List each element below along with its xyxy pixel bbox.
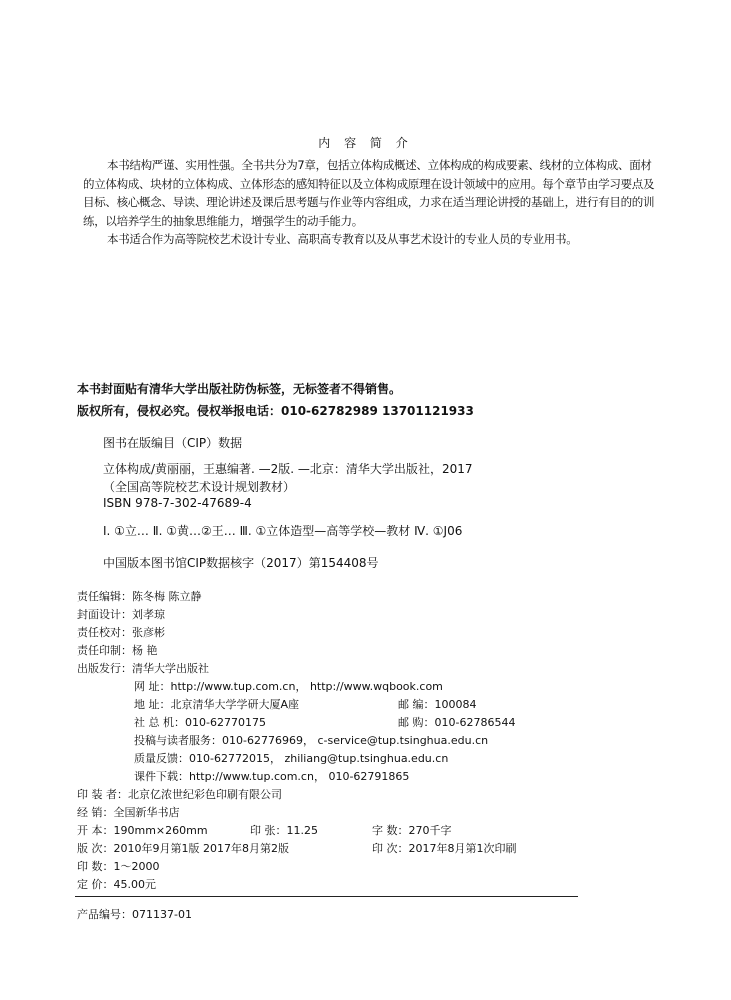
credit-editors-label: 责任编辑： [77, 590, 132, 603]
contact-courseware-label: 课件下载： [134, 770, 189, 783]
spec-price-label: 定 价： [77, 878, 114, 891]
copyright-notice: 版权所有，侵权必究。侵权举报电话：010-62782989 13701121933 [77, 404, 474, 418]
contact-address [134, 696, 299, 712]
credit-proof-label: 责任校对： [77, 626, 132, 639]
credit-editors-value: 陈冬梅 陈立静 [132, 590, 202, 603]
contact-service [134, 732, 488, 748]
spec-words-value: 270千字 [408, 824, 452, 837]
spec-sheets [250, 822, 318, 838]
spec-words [372, 822, 452, 838]
contact-quality-value: 010-62772015， zhiliang@tup.tsinghua.edu.cn [189, 752, 449, 765]
contact-mail-order-label: 邮 购： [398, 716, 435, 729]
contact-web-label: 网 址： [134, 680, 171, 693]
contact-courseware [134, 768, 409, 784]
spec-edition [77, 840, 289, 856]
spec-distributor-value: 全国新华书店 [113, 806, 180, 819]
cip-heading: 图书在版编目（CIP）数据 [103, 436, 243, 450]
intro-paragraph-2: 本书适合作为高等院校艺术设计专业、高职高专教育以及从事艺术设计的专业人员的专业用书。 [107, 232, 578, 246]
credit-publisher [77, 660, 209, 676]
product-number-value: 071137-01 [132, 908, 192, 921]
cip-isbn: ISBN 978-7-302-47689-4 [103, 496, 252, 510]
spec-price-value: 45.00元 [113, 878, 156, 891]
spec-edition-label: 版 次： [77, 842, 114, 855]
intro-text [83, 156, 661, 249]
cip-line-1: 立体构成/黄丽丽，王惠编著. —2版. —北京：清华大学出版社，2017 [103, 462, 473, 476]
spec-impression [372, 840, 517, 856]
divider-rule [75, 896, 578, 897]
credit-print-value: 杨 艳 [132, 644, 158, 657]
spec-printer-label: 印 装 者： [77, 788, 128, 801]
contact-web-value: http://www.tup.com.cn， http://www.wqbook.com [170, 680, 443, 693]
spec-distributor [77, 804, 180, 820]
contact-switchboard [134, 714, 266, 730]
cip-classification: Ⅰ. ①立… Ⅱ. ①黄…②王… Ⅲ. ①立体造型—高等学校—教材 Ⅳ. ①J06 [103, 524, 463, 538]
credit-cover [77, 606, 165, 622]
contact-zip [398, 696, 477, 712]
contact-quality-label: 质量反馈： [134, 752, 189, 765]
section-title: 内 容 简 介 [318, 136, 413, 150]
spec-edition-value: 2010年9月第1版 2017年8月第2版 [113, 842, 289, 855]
spec-sheets-value: 11.25 [286, 824, 318, 837]
cip-core-number: 中国版本图书馆CIP数据核字（2017）第154408号 [103, 556, 379, 570]
contact-quality [134, 750, 448, 766]
contact-switchboard-value: 010-62770175 [185, 716, 266, 729]
credit-editors [77, 588, 202, 604]
credit-proof [77, 624, 165, 640]
spec-printer [77, 786, 282, 802]
spec-price [77, 876, 156, 892]
intro-paragraph-1: 本书结构严谨、实用性强。全书共分为7章，包括立体构成概述、立体构成的构成要素、线材的立体构成、面材的立体构成、块材的立体构成、立体形态的感知特征以及立体构成原理在设计领域中的应用。每个章节由学习要点及目标、核心概念、导读、理论讲述及课后思考题与作业等内容组成，力求在适当理论讲授的基础上，进行有目的的训练，以培养学生的抽象思维能力，增强学生的动手能力。 [83, 158, 655, 228]
credit-publisher-value: 清华大学出版社 [132, 662, 209, 675]
spec-copies-label: 印 数： [77, 860, 114, 873]
spec-format-value: 190mm×260mm [113, 824, 208, 837]
contact-address-label: 地 址： [134, 698, 171, 711]
spec-format-label: 开 本： [77, 824, 114, 837]
product-number [77, 906, 192, 922]
contact-web [134, 678, 443, 694]
anti-counterfeit-notice: 本书封面贴有清华大学出版社防伪标签，无标签者不得销售。 [77, 382, 402, 396]
contact-zip-value: 100084 [434, 698, 477, 711]
contact-mail-order-value: 010-62786544 [434, 716, 516, 729]
spec-sheets-label: 印 张： [250, 824, 287, 837]
spec-words-label: 字 数： [372, 824, 409, 837]
contact-mail-order [398, 714, 515, 730]
credit-publisher-label: 出版发行： [77, 662, 132, 675]
contact-switchboard-label: 社 总 机： [134, 716, 185, 729]
spec-copies [77, 858, 160, 874]
spec-format [77, 822, 208, 838]
product-number-label: 产品编号： [77, 908, 132, 921]
spec-distributor-label: 经 销： [77, 806, 114, 819]
credit-cover-label: 封面设计： [77, 608, 132, 621]
credit-cover-value: 刘孝琼 [132, 608, 165, 621]
cip-line-2: （全国高等院校艺术设计规划教材） [103, 480, 296, 494]
credit-print-label: 责任印制： [77, 644, 132, 657]
contact-service-value: 010-62776969， c-service@tup.tsinghua.edu.cn [222, 734, 489, 747]
spec-impression-label: 印 次： [372, 842, 409, 855]
spec-copies-value: 1～2000 [113, 860, 160, 873]
contact-service-label: 投稿与读者服务： [134, 734, 222, 747]
spec-impression-value: 2017年8月第1次印刷 [408, 842, 517, 855]
contact-courseware-value: http://www.tup.com.cn， 010-62791865 [189, 770, 410, 783]
credit-proof-value: 张彦彬 [132, 626, 165, 639]
contact-address-value: 北京清华大学学研大厦A座 [170, 698, 300, 711]
credit-print [77, 642, 158, 658]
spec-printer-value: 北京亿浓世纪彩色印刷有限公司 [128, 788, 282, 801]
contact-zip-label: 邮 编： [398, 698, 435, 711]
